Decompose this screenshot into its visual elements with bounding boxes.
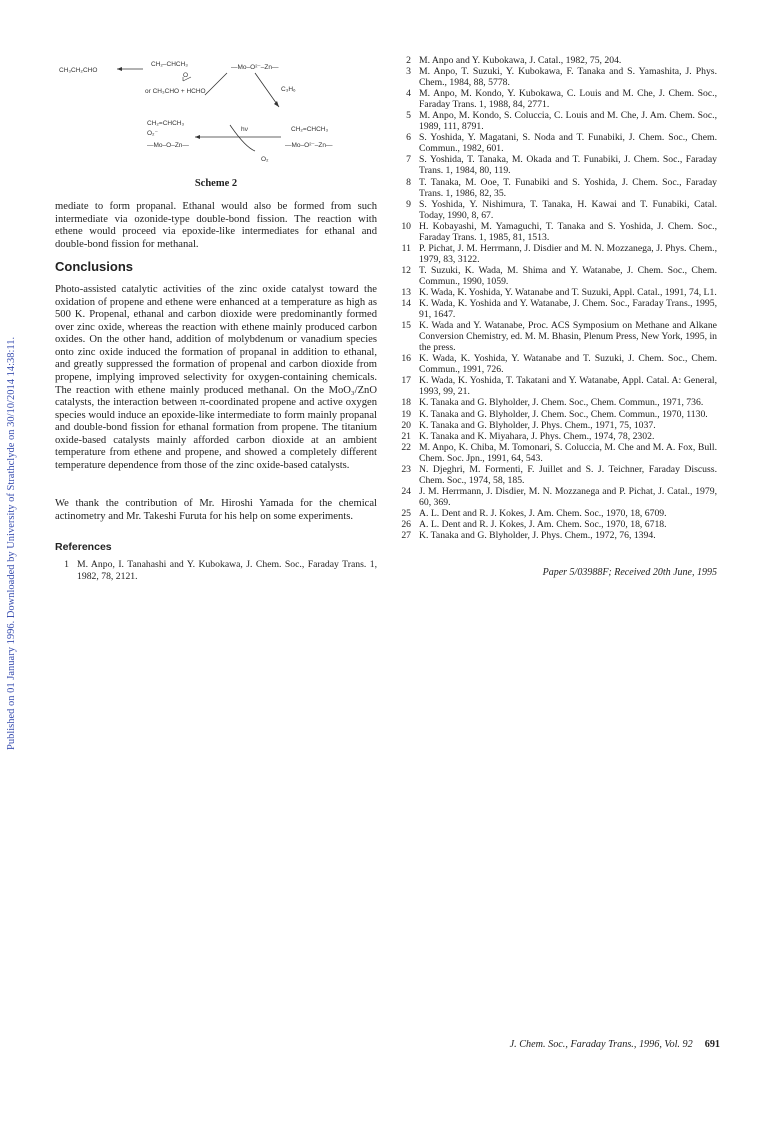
download-note: Published on 01 January 1996. Downloaded by University of Strathclyde on 30/10/2014 14:38:11. <box>6 336 17 750</box>
page-footer <box>455 1039 720 1050</box>
page-number: 691 <box>704 1039 720 1050</box>
conclusions-paragraph: Photo-assisted catalytic activities of the zinc oxide catalyst toward the oxidation of propene and ethene were enhanced at a temperature as high as 500 K. Propenal, ethanal and carbon dioxide were predominantly formed over zinc oxide, whereas the reaction with ethene mainly produced carbon oxides. On the other hand, addition of molybdenum or vanadium species onto zinc oxide induced the formation of propanal in addition to ethanal, and greatly suppressed the formation of propenal and carbon dioxide from propene, implying improved selectivity for oxygen-containing chemicals. The reaction with ethene mainly produced methanal. On the MoO₃/ZnO catalysts, the interaction between π-coordinated propene and active oxygen species would induce an epoxide-like intermediate to form mainly propanal and double-bond fission for ethanal formation from propene. The titanium oxide-based catalysts mainly afforded carbon dioxide at an ambient temperature from ethene and propene, and showed a completely different temperature dependence from those of the zinc oxide-based catalysts. <box>55 284 377 471</box>
reference-text: K. Wada, K. Yoshida, Y. Watanabe and T. Suzuki, J. Chem. Soc., Chem. Commun., 1991, 726. <box>419 353 717 376</box>
reference-item <box>397 243 717 265</box>
reference-number: 16 <box>401 353 411 365</box>
reference-item <box>397 265 717 287</box>
reference-number: 9 <box>406 198 411 210</box>
reference-list-left <box>55 559 377 581</box>
label-left-product: CH₃CH₂CHO <box>59 67 98 74</box>
label-alt-products: or CH₃CHO + HCHO <box>145 88 206 95</box>
reference-number: 18 <box>401 397 411 409</box>
reference-item <box>397 397 717 408</box>
reference-text: M. Anpo, I. Tanahashi and Y. Kubokawa, J. Chem. Soc., Faraday Trans. 1, 1982, 78, 2121. <box>77 559 377 582</box>
reaction-scheme <box>55 55 377 180</box>
references-heading: References <box>55 541 112 554</box>
reference-item <box>397 353 717 375</box>
reference-number: 13 <box>401 286 411 298</box>
reference-item <box>397 320 717 353</box>
reference-number: 8 <box>406 176 411 188</box>
reference-number: 10 <box>401 220 411 232</box>
reference-number: 12 <box>401 264 411 276</box>
reference-text: S. Yoshida, Y. Magatani, S. Noda and T. Funabiki, J. Chem. Soc., Chem. Commun., 1982, 601. <box>419 132 717 155</box>
reference-number: 19 <box>401 408 411 420</box>
reference-text: N. Djeghri, M. Formenti, F. Juillet and S. J. Teichner, Faraday Discuss. Chem. Soc., 1974, 58, 185. <box>419 463 717 486</box>
reference-item <box>397 298 717 320</box>
reference-text: K. Tanaka and K. Miyahara, J. Phys. Chem., 1974, 78, 2302. <box>419 430 655 442</box>
reference-number: 27 <box>401 530 411 542</box>
intro-paragraph: mediate to form propanal. Ethanal would also be formed from such intermediate via ozonide-type double-bond fission. The reaction with ethene would proceed via epoxide-like intermediates for ethanal and double-bond fission for methanal. <box>55 201 377 250</box>
reference-item <box>397 420 717 431</box>
reference-number: 15 <box>401 320 411 332</box>
journal-citation: J. Chem. Soc., Faraday Trans., 1996, Vol. 92 <box>509 1039 693 1050</box>
reference-number: 3 <box>406 66 411 78</box>
reference-item <box>397 88 717 110</box>
reference-text: K. Tanaka and G. Blyholder, J. Chem. Soc., Chem. Commun., 1970, 1130. <box>419 408 708 420</box>
reference-number: 23 <box>401 463 411 475</box>
reference-number: 17 <box>401 375 411 387</box>
reference-number: 1 <box>64 559 69 571</box>
label-hv: hν <box>241 126 248 133</box>
reference-text: M. Anpo, T. Suzuki, Y. Kubokawa, F. Tanaka and S. Yamashita, J. Phys. Chem., 1984, 88, 5778. <box>419 66 717 89</box>
reference-number: 6 <box>406 132 411 144</box>
scheme-diagram <box>55 55 377 180</box>
left-column <box>55 55 377 582</box>
paper-received-note: Paper 5/03988F; Received 20th June, 1995 <box>542 567 717 579</box>
scheme-caption: Scheme 2 <box>194 178 238 189</box>
reference-item <box>397 132 717 154</box>
conclusions-heading: Conclusions <box>55 259 134 275</box>
reference-number: 14 <box>401 298 411 310</box>
reference-item <box>55 559 377 581</box>
reference-number: 4 <box>406 88 411 100</box>
download-watermark <box>2 250 22 750</box>
reference-number: 7 <box>406 154 411 166</box>
reference-text: S. Yoshida, T. Tanaka, M. Okada and T. Funabiki, J. Chem. Soc., Faraday Trans. 1, 1984, 80, 119. <box>419 154 717 177</box>
arrowhead-left <box>117 67 122 71</box>
label-top-species: CH₂–CHCH₃ <box>151 61 188 68</box>
reference-text: K. Wada, K. Yoshida and Y. Watanabe, J. Chem. Soc., Faraday Trans., 1995, 91, 1647. <box>419 298 717 321</box>
reference-item <box>397 287 717 298</box>
reference-item <box>397 431 717 442</box>
arrow-left-up <box>205 73 227 95</box>
reference-item <box>397 530 717 541</box>
reference-item <box>397 66 717 88</box>
reference-number: 20 <box>401 419 411 431</box>
reference-text: K. Tanaka and G. Blyholder, J. Phys. Chem., 1971, 75, 1037. <box>419 419 656 431</box>
reference-number: 21 <box>401 430 411 442</box>
reference-text: K. Wada, K. Yoshida, T. Takatani and Y. Watanabe, Appl. Catal. A: General, 1993, 99, 21. <box>419 375 717 398</box>
reference-item <box>397 55 717 66</box>
reference-text: K. Wada, K. Yoshida, Y. Watanabe and T. Suzuki, Appl. Catal., 1991, 74, L1. <box>419 286 717 298</box>
reference-item <box>397 464 717 486</box>
reference-item <box>397 486 717 508</box>
label-right-site: —Mo–O²⁻–Zn— <box>285 142 333 149</box>
reference-text: K. Tanaka and G. Blyholder, J. Chem. Soc., Chem. Commun., 1971, 736. <box>419 397 704 409</box>
reference-number: 24 <box>401 485 411 497</box>
label-o2: O₂ <box>261 156 269 163</box>
reference-text: K. Wada and Y. Watanabe, Proc. ACS Symposium on Methane and Alkane Conversion Chemistry, ed. M. M. Bhasin, Plenum Press, New York, 1995, in the press. <box>419 320 717 354</box>
label-top-o: O <box>183 72 189 79</box>
reference-item <box>397 375 717 397</box>
label-adsorbed-propene: CH₂=CHCH₃ <box>147 120 185 127</box>
reference-text: T. Tanaka, M. Ooe, T. Funabiki and S. Yoshida, J. Chem. Soc., Faraday Trans. 1, 1986, 82, 35. <box>419 176 717 199</box>
reference-text: A. L. Dent and R. J. Kokes, J. Am. Chem. Soc., 1970, 18, 6718. <box>419 518 667 530</box>
reference-text: H. Kobayashi, M. Yamaguchi, T. Tanaka and S. Yoshida, J. Chem. Soc., Faraday Trans. 1, 1985, 81, 1513. <box>419 220 717 243</box>
reference-text: S. Yoshida, Y. Nishimura, T. Tanaka, H. Kawai and T. Funabiki, Catal. Today, 1990, 8, 67. <box>419 198 717 221</box>
reference-number: 2 <box>406 55 411 66</box>
acknowledgement: We thank the contribution of Mr. Hiroshi Yamada for the chemical actinometry and Mr. Takeshi Furuta for his help on some experiments. <box>55 498 377 522</box>
reference-item <box>397 154 717 176</box>
reference-item <box>397 221 717 243</box>
reference-item <box>397 199 717 221</box>
reference-text: T. Suzuki, K. Wada, M. Shima and Y. Watanabe, J. Chem. Soc., Chem. Commun., 1990, 1059. <box>419 264 717 287</box>
label-top-site: —Mo–O²⁻–Zn— <box>231 64 279 71</box>
reference-text: K. Tanaka and G. Blyholder, J. Phys. Chem., 1972, 76, 1394. <box>419 530 656 542</box>
reference-text: A. L. Dent and R. J. Kokes, J. Am. Chem. Soc., 1970, 18, 6709. <box>419 507 667 519</box>
label-o2-minus: O₂⁻ <box>147 130 159 137</box>
reference-text: P. Pichat, J. M. Herrmann, J. Disdier and M. N. Mozzanega, J. Phys. Chem., 1979, 83, 3122. <box>419 242 717 265</box>
reference-number: 25 <box>401 507 411 519</box>
reference-item <box>397 508 717 519</box>
label-right-propene: CH₂=CHCH₃ <box>291 126 329 133</box>
reference-number: 26 <box>401 518 411 530</box>
right-column <box>397 55 717 578</box>
reference-item <box>397 110 717 132</box>
reference-number: 5 <box>406 110 411 122</box>
reference-number: 22 <box>401 441 411 453</box>
reference-item <box>397 442 717 464</box>
reference-item <box>397 177 717 199</box>
reference-list-right <box>397 55 717 541</box>
reference-item <box>397 409 717 420</box>
label-left-site: —Mo–O–Zn— <box>147 142 189 149</box>
reference-item <box>397 519 717 530</box>
reference-number: 11 <box>401 242 411 254</box>
arrow-right-down <box>255 73 279 107</box>
reference-text: J. M. Herrmann, J. Disdier, M. N. Mozzanega and P. Pichat, J. Catal., 1979, 60, 369. <box>419 485 717 508</box>
reference-text: M. Anpo, M. Kondo, Y. Kubokawa, C. Louis and M. Che, J. Chem. Soc., Faraday Trans. 1, 1988, 84, 2771. <box>419 88 717 111</box>
reference-text: M. Anpo, K. Chiba, M. Tomonari, S. Coluccia, M. Che and M. A. Fox, Bull. Chem. Soc. Jpn., 1991, 64, 543. <box>419 441 717 464</box>
reference-text: M. Anpo, M. Kondo, S. Coluccia, C. Louis and M. Che, J. Am. Chem. Soc., 1989, 111, 8791. <box>419 110 717 133</box>
reference-text: M. Anpo and Y. Kubokawa, J. Catal., 1982, 75, 204. <box>419 55 622 66</box>
label-c3h6: C₃H₆ <box>281 86 296 93</box>
